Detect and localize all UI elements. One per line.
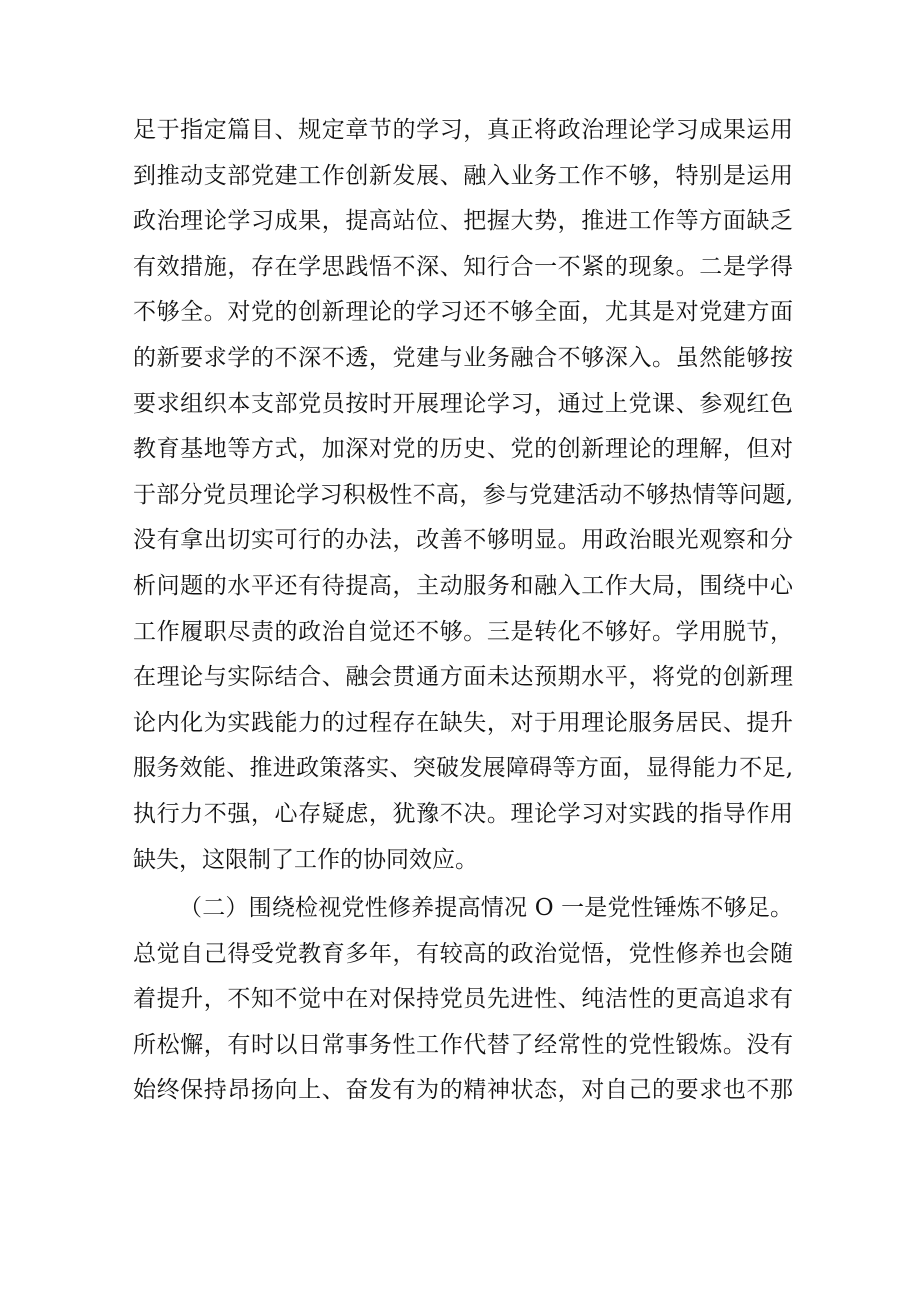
text-line: 不够全。对党的创新理论的学习还不够全面，尤其是对党建方面 [133,299,793,326]
paragraph-1 [133,108,793,883]
text-line: 执行力不强，心存疑虑，犹豫不决。理论学习对实践的指导作用 [133,800,793,827]
text-line: 服务效能、推进政策落实、突破发展障碍等方面，显得能力不足, [133,755,793,782]
text-line: 教育基地等方式，加深对党的历史、党的创新理论的理解，但对 [133,436,793,463]
text-line: 政治理论学习成果，提高站位、把握大势，推进工作等方面缺乏 [133,208,793,235]
text-line: 工作履职尽责的政治自觉还不够。三是转化不够好。学用脱节， [133,618,793,645]
section-heading-line: （二）围绕检视党性修养提高情况 O 一是党性锤炼不够足。 [179,895,793,922]
text-line: 着提升，不知不觉中在对保持党员先进性、纯洁性的更高追求有 [133,986,793,1013]
text-line: 的新要求学的不深不透，党建与业务融合不够深入。虽然能够按 [133,344,793,371]
text-line: 论内化为实践能力的过程存在缺失，对于用理论服务居民、提升 [133,709,793,736]
text-line: 要求组织本支部党员按时开展理论学习，通过上党课、参观红色 [133,390,793,417]
text-line: 在理论与实际结合、融会贯通方面未达预期水平，将党的创新理 [133,664,793,691]
text-line: 始终保持昂扬向上、奋发有为的精神状态，对自己的要求也不那 [133,1077,793,1104]
text-line: 有效措施，存在学思践悟不深、知行合一不紧的现象。二是学得 [133,253,793,280]
text-line: 总觉自己得受党教育多年，有较高的政治觉悟，党性修养也会随 [133,940,793,967]
paragraph-2 [133,886,793,1114]
text-line: 所松懈，有时以日常事务性工作代替了经常性的党性锻炼。没有 [133,1031,793,1058]
text-line: 缺失，这限制了工作的协同效应。 [133,846,478,873]
text-line: 没有拿出切实可行的办法，改善不够明显。用政治眼光观察和分 [133,527,793,554]
text-line: 析问题的水平还有待提高，主动服务和融入工作大局，围绕中心 [133,572,793,599]
text-line: 到推动支部党建工作创新发展、融入业务工作不够，特别是运用 [133,162,793,189]
text-line: 足于指定篇目、规定章节的学习，真正将政治理论学习成果运用 [133,117,793,143]
text-line: 于部分党员理论学习积极性不高，参与党建活动不够热情等问题, [133,481,793,508]
document-body [133,108,793,1114]
